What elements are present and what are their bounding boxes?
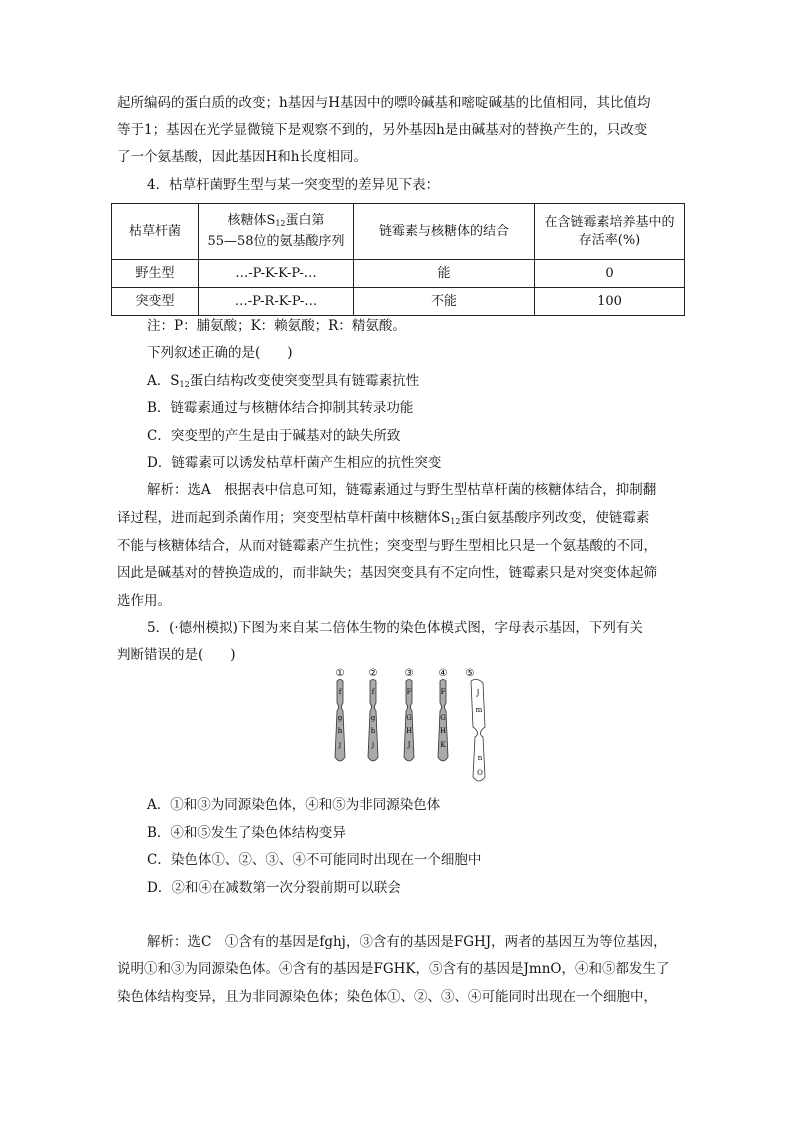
svg-text:K: K bbox=[440, 741, 446, 749]
label-1: ① bbox=[335, 668, 345, 679]
cell-sequence: …-P-R-K-P-… bbox=[199, 288, 354, 316]
header-strain: 枯草杆菌 bbox=[112, 204, 199, 260]
text-line: 了一个氨基酸，因此基因H和h长度相同。 bbox=[117, 149, 367, 165]
answer-line: 译过程，进而起到杀菌作用；突变型枯草杆菌中核糖体$S_{12}$蛋白氨基酸序列改变，使链霉素 bbox=[117, 510, 650, 526]
svg-text:m: m bbox=[475, 706, 483, 714]
question-5-title: 5．(·德州模拟)下图为来自某二倍体生物的染色体模式图，字母表示基因，下列有关 bbox=[147, 620, 643, 636]
comparison-table bbox=[111, 203, 685, 316]
table-row bbox=[112, 288, 685, 316]
svg-text:F: F bbox=[440, 688, 446, 696]
option-c: C．突变型的产生是由于碱基对的缺失所致 bbox=[147, 428, 401, 444]
header-sequence: 核糖体$S_{12}$蛋白第 55—58位的氨基酸序列 bbox=[199, 204, 354, 260]
chromosome-figure bbox=[325, 665, 495, 785]
label-3: ③ bbox=[404, 668, 414, 679]
answer-line: 解析：选C ①含有的基因是fghj，③含有的基因是FGHJ，两者的基因互为等位基因， bbox=[147, 934, 667, 950]
svg-text:F: F bbox=[406, 688, 412, 696]
svg-text:h: h bbox=[337, 727, 343, 735]
table-note: 注：P：脯氨酸；K：赖氨酸；R：精氨酸。 bbox=[147, 318, 406, 334]
answer-line: 解析：选A 根据表中信息可知，链霉素通过与野生型枯草杆菌的核糖体结合，抑制翻 bbox=[147, 482, 657, 498]
svg-text:n: n bbox=[477, 754, 483, 762]
svg-text:g: g bbox=[370, 714, 376, 722]
svg-text:J: J bbox=[407, 741, 411, 749]
header-survival: 在含链霉素培养基中的 存活率(%) bbox=[535, 204, 685, 260]
svg-text:H: H bbox=[405, 727, 413, 735]
label-5: ⑤ bbox=[465, 668, 475, 679]
answer-line: 染色体结构变异，且为非同源染色体；染色体①、②、③、④可能同时出现在一个细胞中， bbox=[117, 989, 657, 1005]
label-4: ④ bbox=[438, 668, 448, 679]
chromosome-diagram bbox=[325, 665, 495, 785]
question-4-title: 4．枯草杆菌野生型与某一突变型的差异见下表： bbox=[147, 177, 440, 193]
cell-binding: 不能 bbox=[354, 288, 535, 316]
option-c: C．染色体①、②、③、④不可能同时出现在一个细胞中 bbox=[147, 852, 482, 868]
cell-survival: 100 bbox=[535, 288, 685, 316]
header-binding: 链霉素与核糖体的结合 bbox=[354, 204, 535, 260]
cell-survival: 0 bbox=[535, 260, 685, 288]
answer-line: 因此是碱基对的替换造成的，而非缺失；基因突变具有不定向性，链霉素只是对突变体起筛 bbox=[117, 565, 657, 581]
option-d: D．链霉素可以诱发枯草杆菌产生相应的抗性突变 bbox=[147, 455, 442, 471]
svg-text:j: j bbox=[371, 741, 375, 749]
chromosome-4 bbox=[438, 680, 448, 762]
label-2: ② bbox=[368, 668, 378, 679]
option-a: A．①和③为同源染色体，④和⑤为非同源染色体 bbox=[147, 797, 441, 813]
svg-text:O: O bbox=[477, 769, 483, 777]
cell-sequence: …-P-K-K-P-… bbox=[199, 260, 354, 288]
question-5-stem: 判断错误的是( ) bbox=[117, 647, 236, 663]
svg-text:f: f bbox=[371, 688, 375, 696]
chromosome-5 bbox=[471, 679, 485, 781]
chromosome-2 bbox=[368, 680, 378, 762]
cell-strain: 野生型 bbox=[112, 260, 199, 288]
option-b: B．④和⑤发生了染色体结构变异 bbox=[147, 825, 346, 841]
svg-text:h: h bbox=[370, 727, 376, 735]
svg-text:H: H bbox=[439, 727, 447, 735]
question-stem: 下列叙述正确的是( ) bbox=[147, 345, 293, 361]
option-d: D．②和④在减数第一次分裂前期可以联会 bbox=[147, 880, 401, 896]
answer-line: 选作用。 bbox=[117, 593, 171, 609]
svg-text:f: f bbox=[338, 688, 342, 696]
answer-line: 说明①和③为同源染色体。④含有的基因是FGHK，⑤含有的基因是JmnO，④和⑤都发生了 bbox=[117, 961, 670, 977]
table-row bbox=[112, 260, 685, 288]
svg-text:J: J bbox=[476, 689, 480, 697]
svg-text:G: G bbox=[440, 714, 446, 722]
answer-line: 不能与核糖体结合，从而对链霉素产生抗性；突变型与野生型相比只是一个氨基酸的不同， bbox=[117, 538, 657, 554]
option-b: B．链霉素通过与核糖体结合抑制其转录功能 bbox=[147, 400, 414, 416]
chromosome-3 bbox=[404, 680, 414, 762]
svg-text:g: g bbox=[337, 714, 343, 722]
cell-strain: 突变型 bbox=[112, 288, 199, 316]
table-header-row bbox=[112, 204, 685, 260]
text-line: 等于1；基因在光学显微镜下是观察不到的，另外基因h是由碱基对的替换产生的，只改变 bbox=[117, 122, 648, 138]
option-a: A．$S_{12}$蛋白结构改变使突变型具有链霉素抗性 bbox=[147, 373, 420, 389]
cell-binding: 能 bbox=[354, 260, 535, 288]
chromosome-1 bbox=[335, 680, 345, 762]
svg-text:G: G bbox=[406, 714, 412, 722]
svg-text:j: j bbox=[338, 741, 342, 749]
text-line: 起所编码的蛋白质的改变；h基因与H基因中的嘌呤碱基和嘧啶碱基的比值相同，其比值均 bbox=[117, 95, 651, 111]
